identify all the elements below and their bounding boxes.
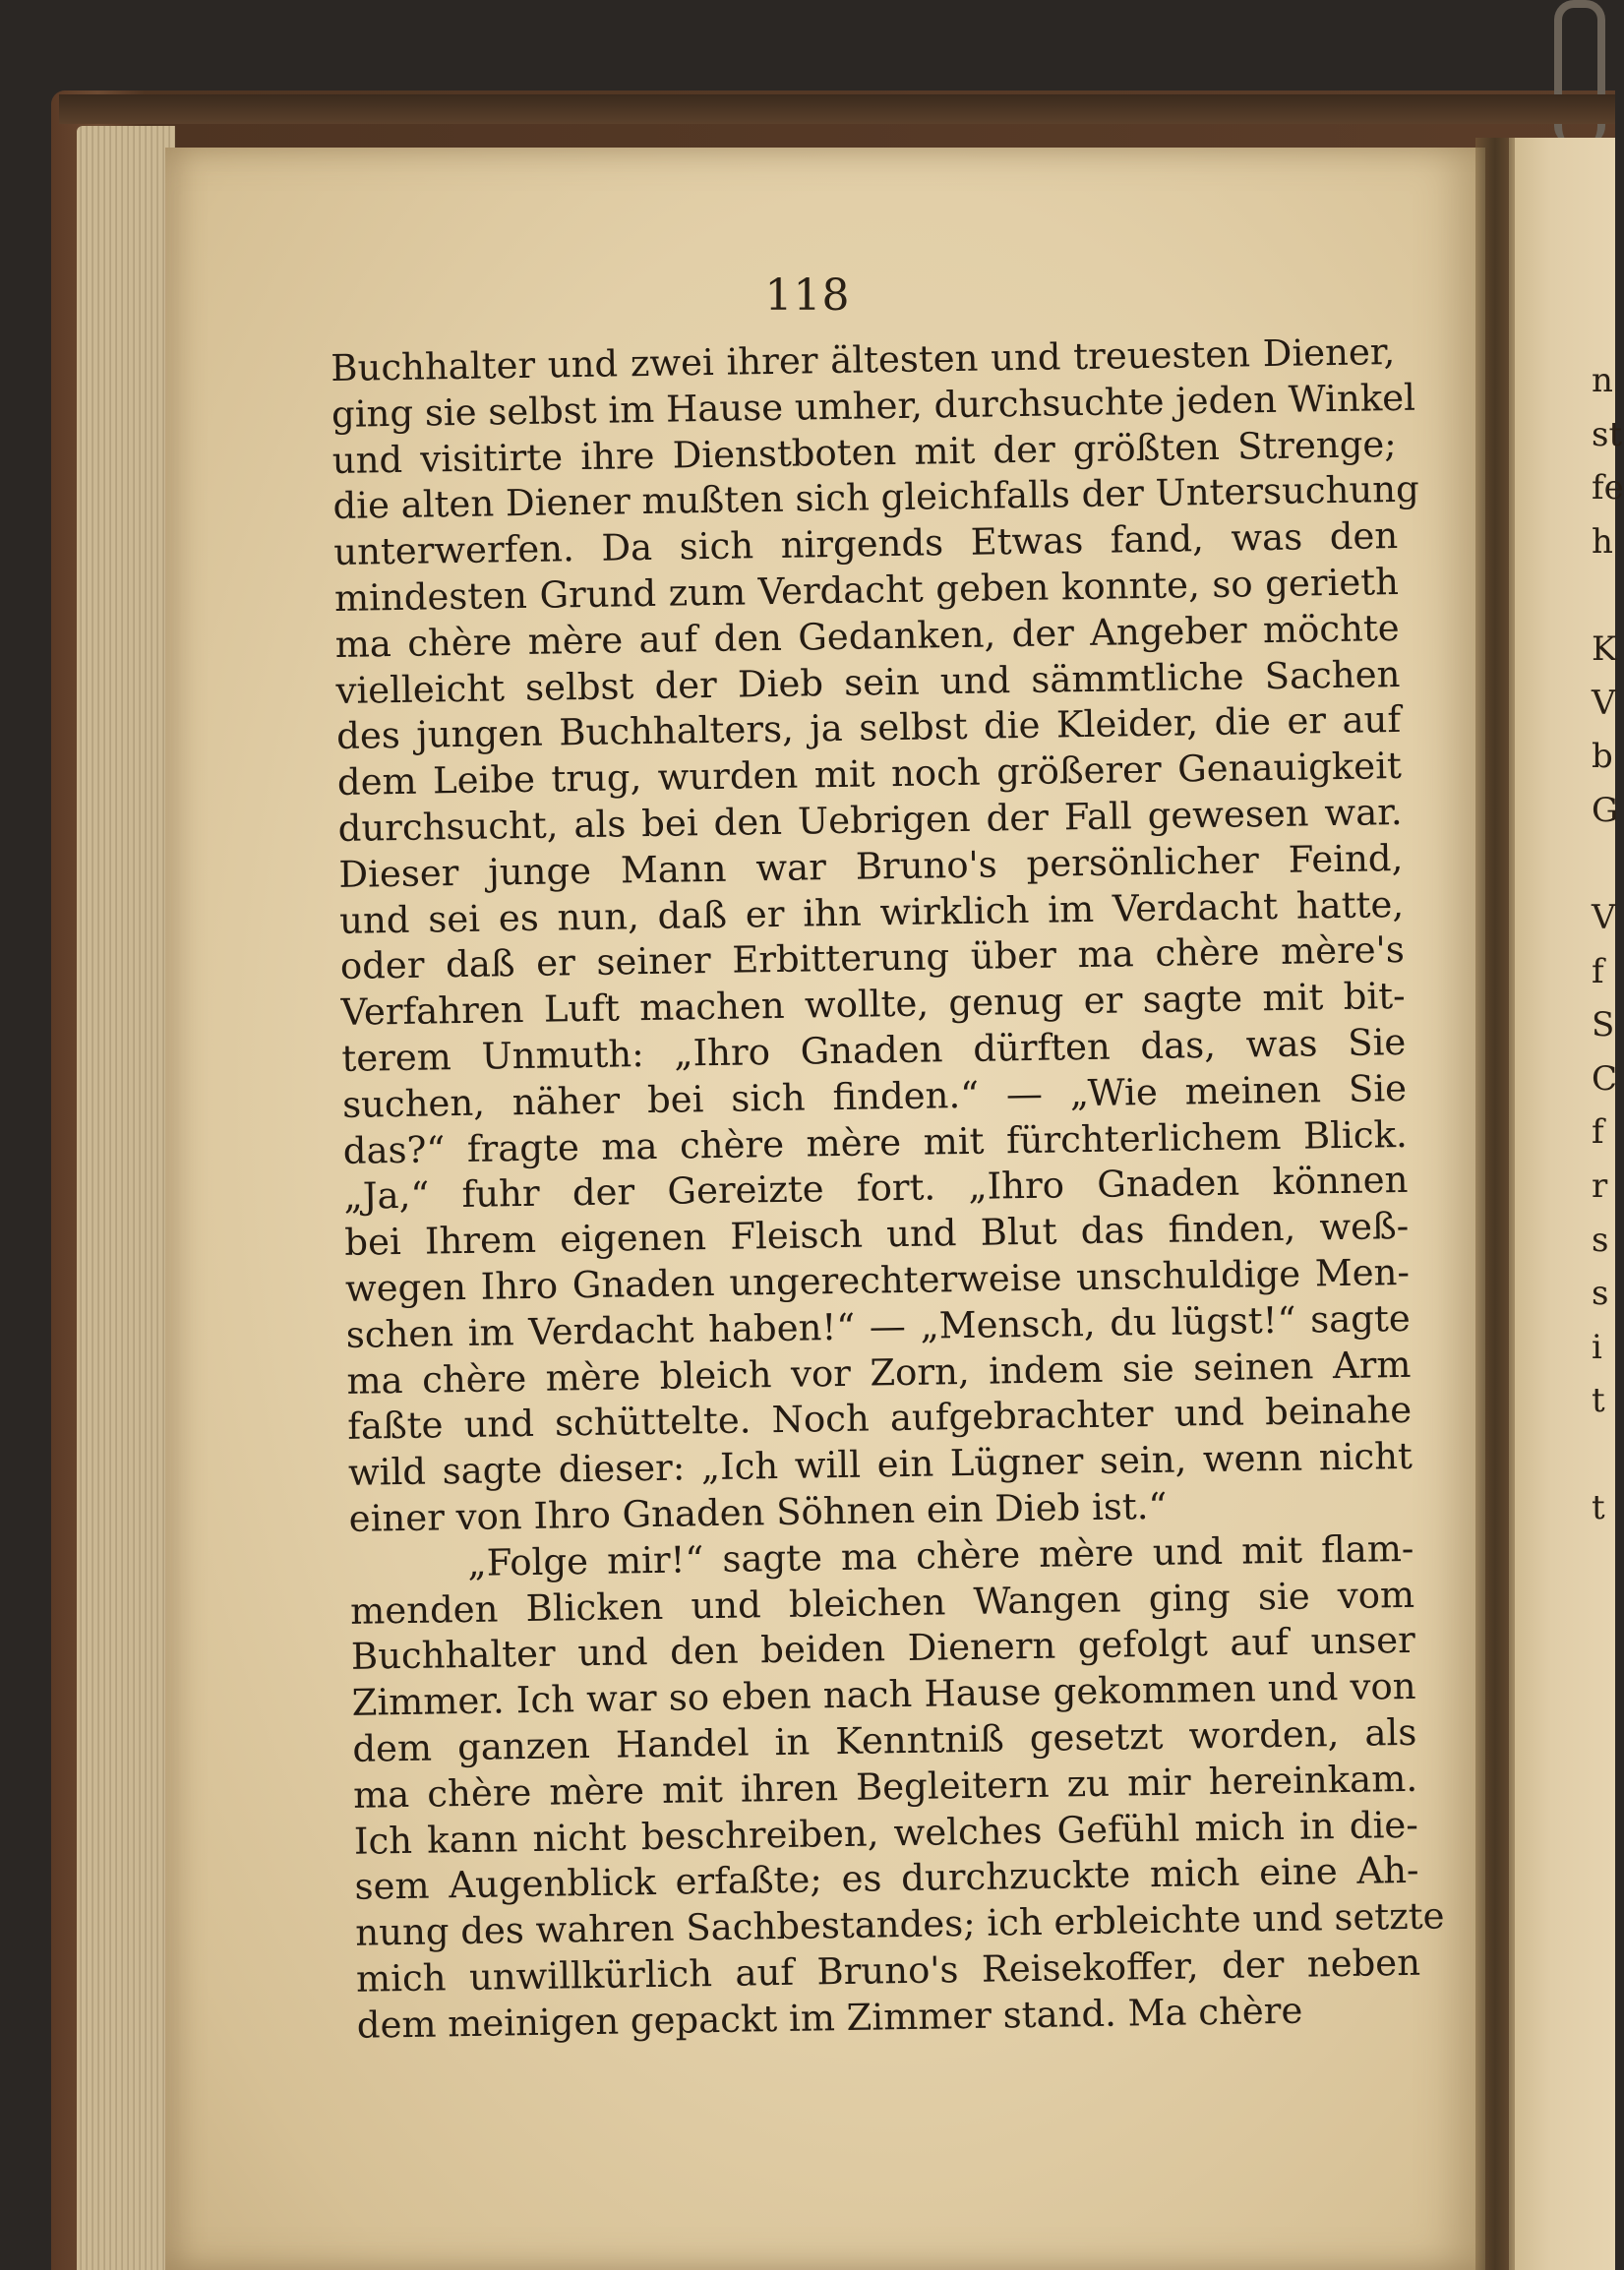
text-line: oder daß er seiner Erbitterung über ma chère mère's	[339, 928, 1406, 988]
text-line: „Folge mir!“ sagte ma chère mère und mit flam-	[467, 1526, 1414, 1584]
text-line: ma chère mère mit ihren Begleitern zu mir hereinkam.	[352, 1757, 1418, 1817]
text-line: einer von Ihro Gnaden Söhnen ein Dieb ist.“	[348, 1484, 1168, 1540]
right-page-fragment: t	[1592, 1488, 1605, 1528]
text-line: und sei es nun, daß er ihn wirklich im Verdacht hatte,	[338, 882, 1405, 942]
right-page-fragment: t	[1592, 1381, 1605, 1421]
text-line: ma chère mère bleich vor Zorn, indem sie seinen Arm	[346, 1343, 1412, 1403]
text-line: schen im Verdacht haben!“ — „Mensch, du lügst!“ sagte	[345, 1296, 1411, 1356]
text-line: vielleicht selbst der Dieb sein und sämmtliche Sachen	[335, 652, 1401, 712]
text-line: Zimmer. Ich war so eben nach Hause gekommen und von	[351, 1664, 1416, 1724]
text-line: nung des wahren Sachbestandes; ich erbleichte und setzte	[355, 1894, 1445, 1954]
right-page-text	[1592, 354, 1624, 1535]
text-line: dem ganzen Handel in Kenntniß gesetzt worden, als	[352, 1710, 1417, 1770]
right-page-fragment: S	[1592, 1005, 1615, 1045]
right-page-fragment: r	[1592, 1165, 1608, 1206]
right-page-fragment: K	[1592, 628, 1617, 669]
text-line: Verfahren Luft machen wollte, genug er sagte mit bit-	[340, 975, 1406, 1035]
right-page-fragment: V	[1592, 897, 1616, 937]
body-text	[331, 329, 1445, 2049]
right-page-fragment: st	[1592, 414, 1623, 454]
right-page-fragment: b	[1592, 737, 1613, 777]
binding-band	[59, 94, 1615, 124]
text-line: die alten Diener mußten sich gleichfalls der Untersuchung	[332, 468, 1420, 528]
right-page-fragment: f	[1592, 1112, 1604, 1153]
text-line: Dieser junge Mann war Bruno's persönlicher Feind,	[338, 836, 1404, 896]
text-line: dem Leibe trug, wurden mit noch größerer Genauigkeit	[336, 745, 1403, 805]
right-page-fragment: i	[1592, 1327, 1602, 1367]
text-line: ma chère mère auf den Gedanken, der Angeber möchte	[334, 606, 1400, 666]
right-page-fragment: V	[1592, 683, 1616, 723]
right-page-fragment	[1592, 568, 1621, 623]
text-line: mindesten Grund zum Verdacht geben konnte, so gerieth	[333, 560, 1400, 620]
text-line: mich unwillkürlich auf Bruno's Reisekoffer, der neben	[355, 1941, 1421, 2001]
text-line: wegen Ihro Gnaden ungerechterweise unschuldige Men-	[344, 1250, 1411, 1310]
text-line: Buchhalter und den beiden Dienern gefolgt auf unser	[350, 1619, 1416, 1679]
text-line: des jungen Buchhalters, ja selbst die Kleider, die er auf	[335, 698, 1402, 758]
text-line: suchen, näher bei sich finden.“ — „Wie meinen Sie	[341, 1066, 1408, 1126]
right-page-fragment: n	[1592, 361, 1613, 400]
text-line: durchsucht, als bei den Uebrigen der Fall gewesen war.	[337, 790, 1403, 850]
text-line: unterwerfen. Da sich nirgends Etwas fand, was den	[332, 514, 1399, 574]
text-line: „Ja,“ fuhr der Gereizte fort. „Ihro Gnaden können	[343, 1159, 1409, 1219]
text-line: faßte und schüttelte. Noch aufgebrachter und beinahe	[346, 1389, 1413, 1449]
right-page-fragment: s	[1592, 1220, 1609, 1260]
right-page-fragment: C	[1592, 1058, 1618, 1099]
right-page-fragment	[1592, 837, 1621, 891]
text-line: dem meinigen gepackt im Zimmer stand. Ma chère	[356, 1989, 1303, 2047]
page-number: 118	[764, 270, 851, 321]
text-line: menden Blicken und bleichen Wangen ging sie vom	[349, 1573, 1415, 1633]
text-line: Buchhalter und zwei ihrer ältesten und treuesten Diener,	[331, 330, 1396, 389]
right-page-fragment: fe	[1592, 468, 1624, 508]
text-line: bei Ihrem eigenen Fleisch und Blut das finden, weß-	[343, 1205, 1410, 1265]
text-line: das?“ fragte ma chère mère mit fürchterlichem Blick.	[342, 1112, 1409, 1172]
text-line: terem Unmuth: „Ihro Gnaden dürften das, was Sie	[341, 1020, 1407, 1080]
text-line: Ich kann nicht beschreiben, welches Gefühl mich in die-	[353, 1803, 1419, 1863]
right-page-fragment: s	[1592, 1274, 1609, 1314]
right-page-fragment	[1592, 1428, 1621, 1482]
text-line: und visitirte ihre Dienstboten mit der größten Strenge;	[331, 422, 1398, 482]
right-page-fragment: h	[1592, 521, 1613, 562]
text-line: ging sie selbst im Hause umher, durchsuchte jeden Winkel	[331, 376, 1416, 436]
text-line: wild sagte dieser: „Ich will ein Lügner sein, wenn nicht	[347, 1434, 1413, 1494]
page-edge-stack	[77, 126, 175, 2270]
right-page-fragment: f	[1592, 951, 1604, 991]
text-line: sem Augenblick erfaßte; es durchzuckte mich eine Ah-	[354, 1849, 1419, 1909]
book-gutter	[1475, 138, 1515, 2270]
right-page-fragment: G	[1592, 790, 1619, 830]
